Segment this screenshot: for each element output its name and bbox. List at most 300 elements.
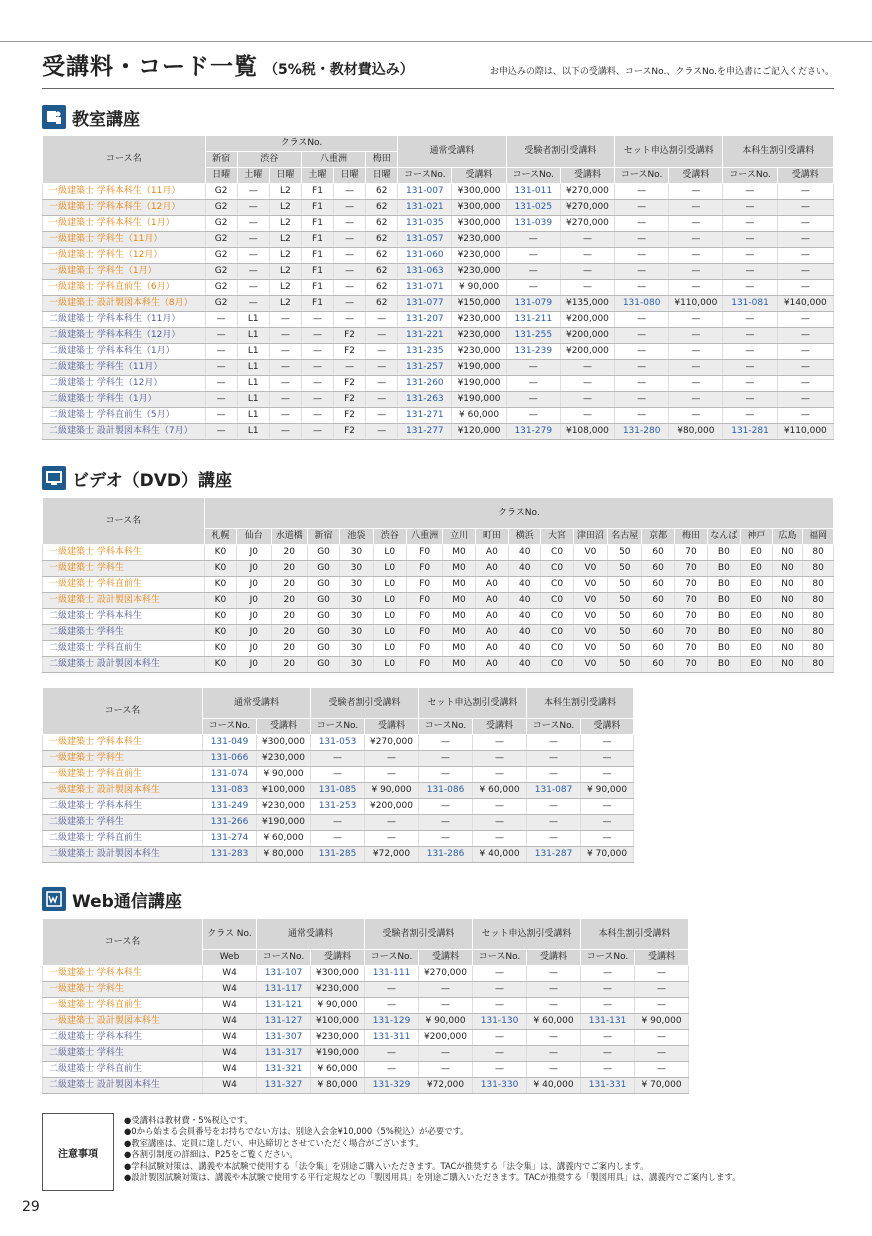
class-no-cell: — — [237, 280, 269, 296]
class-no-cell: B0 — [708, 593, 740, 609]
class-no-cell: L2 — [269, 280, 301, 296]
day-header: 日曜 — [334, 168, 366, 184]
fee-cell: — — [560, 280, 614, 296]
course-no-cell: 131-060 — [398, 248, 452, 264]
course-no-cell: 131-085 — [311, 783, 365, 799]
fee-cell: ¥200,000 — [419, 1030, 473, 1046]
fee-cell: ¥270,000 — [365, 735, 419, 751]
fee-cell: ¥108,000 — [560, 424, 614, 440]
fee-cell: — — [560, 376, 614, 392]
class-no-cell: F0 — [406, 593, 442, 609]
fee-cell: — — [777, 360, 833, 376]
web-heading: Web通信講座 — [72, 891, 182, 912]
fee-cell: ¥190,000 — [452, 392, 506, 408]
table-row — [43, 625, 834, 641]
class-no-cell: 62 — [366, 280, 398, 296]
location-header: 渋谷 — [237, 152, 301, 168]
class-no-cell: 70 — [674, 545, 707, 561]
class-no-cell: — — [269, 424, 301, 440]
fee-cell: ¥ 40,000 — [473, 847, 527, 863]
set-discount-header: セット申込割引受講料 — [473, 919, 581, 950]
class-no-cell: B0 — [708, 641, 740, 657]
class-no-cell: — — [237, 296, 269, 312]
course-no-cell: 131-266 — [203, 815, 257, 831]
class-no-cell: 60 — [642, 641, 674, 657]
fee-cell: ¥120,000 — [452, 424, 506, 440]
video-section-header — [42, 465, 232, 491]
fee-header: 受講料 — [452, 168, 506, 184]
class-no-cell: L0 — [373, 641, 406, 657]
class-no-cell: 40 — [509, 609, 541, 625]
course-no-cell: — — [506, 280, 560, 296]
class-no-cell: N0 — [772, 625, 802, 641]
class-no-cell: 20 — [271, 577, 307, 593]
class-no-cell: G2 — [205, 200, 237, 216]
class-no-cell: — — [237, 216, 269, 232]
fee-header: 受講料 — [311, 950, 365, 966]
course-name-header: コース名 — [43, 136, 206, 184]
location-header: 津田沼 — [573, 529, 607, 545]
fee-cell: ¥230,000 — [452, 312, 506, 328]
class-no-cell: 70 — [674, 641, 707, 657]
note-item: ●0から始まる会員番号をお持ちでない方は、別途入会金¥10,000（5%税込）が必要です。 — [124, 1126, 469, 1137]
course-no-cell: 131-057 — [398, 232, 452, 248]
course-no-cell: — — [723, 264, 777, 280]
class-no-cell: 62 — [366, 216, 398, 232]
course-no-cell: 131-263 — [398, 392, 452, 408]
fee-cell: ¥150,000 — [452, 296, 506, 312]
location-header: 神戸 — [740, 529, 772, 545]
class-no-cell: V0 — [573, 625, 607, 641]
table-row — [43, 424, 834, 440]
course-no-header: コースNo. — [257, 950, 311, 966]
course-no-cell: — — [615, 392, 669, 408]
course-no-cell: — — [365, 1046, 419, 1062]
class-no-cell: — — [237, 248, 269, 264]
class-no-cell: V0 — [573, 641, 607, 657]
page-subtitle: （5%税・教材費込み） — [264, 62, 414, 78]
fee-cell: — — [635, 998, 689, 1014]
course-no-cell: — — [473, 1030, 527, 1046]
fee-cell: — — [669, 392, 723, 408]
course-no-cell: — — [527, 799, 581, 815]
class-no-cell: 30 — [340, 657, 373, 673]
class-no-cell: — — [205, 424, 237, 440]
course-no-cell: — — [527, 735, 581, 751]
location-header: 八重洲 — [406, 529, 442, 545]
course-no-cell: — — [615, 232, 669, 248]
class-no-cell: — — [366, 344, 398, 360]
class-no-cell: 80 — [803, 609, 834, 625]
class-no-cell: 40 — [509, 545, 541, 561]
location-header: 広島 — [772, 529, 802, 545]
course-no-cell: — — [581, 1030, 635, 1046]
course-no-cell: — — [615, 264, 669, 280]
course-name-cell: 二級建築士 学科生 — [43, 1046, 203, 1062]
class-no-cell: F2 — [334, 344, 366, 360]
course-name-cell: 二級建築士 学科本科生 — [43, 799, 203, 815]
class-no-cell: 50 — [608, 609, 642, 625]
class-no-cell: W4 — [203, 1014, 257, 1030]
class-no-cell: — — [237, 232, 269, 248]
class-no-cell: E0 — [740, 561, 772, 577]
fee-cell: — — [365, 767, 419, 783]
fee-cell: ¥230,000 — [311, 1030, 365, 1046]
course-no-cell: — — [527, 751, 581, 767]
course-name-cell: 二級建築士 学科生（11月） — [43, 360, 206, 376]
class-no-cell: L0 — [373, 593, 406, 609]
fee-header: 受講料 — [581, 719, 634, 735]
class-no-cell: J0 — [237, 577, 271, 593]
course-name-cell: 一級建築士 学科本科生（1月） — [43, 216, 206, 232]
class-no-cell: 20 — [271, 641, 307, 657]
set-discount-header: セット申込割引受講料 — [615, 136, 723, 168]
class-no-cell: N0 — [772, 609, 802, 625]
class-no-cell: 80 — [803, 657, 834, 673]
table-row — [43, 1046, 689, 1062]
course-no-cell: 131-121 — [257, 998, 311, 1014]
class-no-cell: L2 — [269, 216, 301, 232]
course-name-cell: 一級建築士 設計製図本科生 — [43, 593, 205, 609]
course-no-cell: 131-287 — [527, 847, 581, 863]
course-no-cell: 131-107 — [257, 966, 311, 982]
class-no-cell: L0 — [373, 545, 406, 561]
class-no-cell: F1 — [301, 296, 333, 312]
table-row — [43, 232, 834, 248]
class-no-cell: F0 — [406, 577, 442, 593]
fee-cell: — — [777, 312, 833, 328]
fee-cell: — — [560, 264, 614, 280]
class-no-cell: 20 — [271, 593, 307, 609]
class-no-cell: W4 — [203, 966, 257, 982]
course-name-cell: 二級建築士 学科生（1月） — [43, 392, 206, 408]
title-divider — [42, 88, 834, 89]
fee-cell: ¥300,000 — [311, 966, 365, 982]
location-header: 京都 — [642, 529, 674, 545]
class-no-cell: K0 — [204, 609, 236, 625]
class-no-cell: E0 — [740, 641, 772, 657]
fee-cell: — — [669, 376, 723, 392]
instruction-note: お申込みの際は、以下の受講料、コースNo.、クラスNo.を申込書にご記入ください。 — [489, 67, 834, 77]
note-item: ●教室講座は、定員に達しだい、申込締切とさせていただく場合がございます。 — [124, 1137, 424, 1148]
course-no-header: コースNo. — [527, 719, 581, 735]
fee-header: 受講料 — [635, 950, 689, 966]
fee-header: 受講料 — [257, 719, 311, 735]
class-no-cell: 20 — [271, 545, 307, 561]
course-name-cell: 二級建築士 学科本科生（11月） — [43, 312, 206, 328]
course-no-cell: 131-329 — [365, 1078, 419, 1094]
class-no-header: クラスNo. — [205, 136, 398, 152]
table-row — [43, 248, 834, 264]
fee-cell: ¥230,000 — [452, 232, 506, 248]
class-no-cell: C0 — [541, 561, 573, 577]
class-no-cell: F0 — [406, 609, 442, 625]
course-no-cell: — — [506, 248, 560, 264]
course-no-cell: — — [581, 982, 635, 998]
course-no-cell: 131-235 — [398, 344, 452, 360]
table-row — [43, 1030, 689, 1046]
class-no-cell: 40 — [509, 561, 541, 577]
class-no-cell: — — [301, 376, 333, 392]
location-header: 横浜 — [509, 529, 541, 545]
class-no-cell: V0 — [573, 545, 607, 561]
class-no-cell: F1 — [301, 248, 333, 264]
class-no-cell: N0 — [772, 657, 802, 673]
class-no-cell: G2 — [205, 264, 237, 280]
course-name-header: コース名 — [43, 919, 203, 966]
class-no-cell: 60 — [642, 609, 674, 625]
fee-cell: ¥230,000 — [452, 248, 506, 264]
fee-cell: ¥ 90,000 — [452, 280, 506, 296]
class-no-cell: M0 — [443, 609, 475, 625]
fee-cell: ¥230,000 — [452, 328, 506, 344]
regular-fee-header: 通常受講料 — [257, 919, 365, 950]
course-no-cell: 131-087 — [527, 783, 581, 799]
fee-cell: ¥190,000 — [257, 815, 311, 831]
class-no-cell: L0 — [373, 625, 406, 641]
fee-cell: — — [581, 831, 634, 847]
class-no-cell: 62 — [366, 248, 398, 264]
exam-discount-header: 受験者割引受講料 — [365, 919, 473, 950]
class-no-cell: L0 — [373, 657, 406, 673]
notes-list — [124, 1115, 740, 1183]
class-no-cell: C0 — [541, 593, 573, 609]
class-no-cell: — — [334, 200, 366, 216]
course-no-cell: — — [506, 264, 560, 280]
class-no-cell: F0 — [406, 545, 442, 561]
class-no-cell: 60 — [642, 593, 674, 609]
course-no-cell: — — [723, 408, 777, 424]
course-no-cell: — — [527, 767, 581, 783]
classroom-section-header — [42, 104, 140, 130]
class-no-cell: 62 — [366, 184, 398, 200]
class-no-cell: F0 — [406, 657, 442, 673]
class-no-cell: J0 — [237, 625, 271, 641]
course-no-cell: 131-327 — [257, 1078, 311, 1094]
class-no-cell: B0 — [708, 625, 740, 641]
class-no-cell: V0 — [573, 561, 607, 577]
table-row — [43, 264, 834, 280]
class-no-cell: V0 — [573, 577, 607, 593]
fee-cell: ¥ 90,000 — [311, 998, 365, 1014]
class-no-cell: — — [366, 328, 398, 344]
class-no-cell: — — [269, 360, 301, 376]
class-no-cell: — — [334, 232, 366, 248]
course-no-cell: — — [365, 998, 419, 1014]
table-row — [43, 767, 634, 783]
class-no-cell: — — [237, 200, 269, 216]
table-row — [43, 392, 834, 408]
fee-cell: — — [635, 1062, 689, 1078]
class-no-cell: — — [366, 424, 398, 440]
fee-cell: ¥72,000 — [365, 847, 419, 863]
class-no-cell: M0 — [443, 561, 475, 577]
class-no-cell: G2 — [205, 184, 237, 200]
fee-cell: — — [669, 360, 723, 376]
fee-cell: ¥ 60,000 — [257, 831, 311, 847]
video-heading: ビデオ（DVD）講座 — [72, 470, 233, 491]
course-name-cell: 一級建築士 学科直前生 — [43, 767, 203, 783]
fee-cell: — — [669, 312, 723, 328]
class-no-cell: G0 — [307, 657, 339, 673]
course-name-cell: 二級建築士 学科本科生 — [43, 609, 205, 625]
course-no-cell: 131-279 — [506, 424, 560, 440]
fee-cell: — — [473, 751, 527, 767]
fee-cell: — — [669, 328, 723, 344]
class-no-header: クラスNo. — [204, 498, 833, 529]
location-header: 名古屋 — [608, 529, 642, 545]
class-no-cell: 80 — [803, 577, 834, 593]
course-name-cell: 二級建築士 学科生 — [43, 625, 205, 641]
fee-cell: — — [473, 815, 527, 831]
course-no-cell: — — [615, 344, 669, 360]
fee-cell: — — [473, 735, 527, 751]
fee-cell: ¥ 60,000 — [473, 783, 527, 799]
course-no-cell: 131-281 — [723, 424, 777, 440]
class-no-cell: F1 — [301, 184, 333, 200]
course-no-cell: — — [723, 200, 777, 216]
fee-cell: ¥ 90,000 — [419, 1014, 473, 1030]
location-header: 梅田 — [366, 152, 398, 168]
class-no-cell: N0 — [772, 577, 802, 593]
course-no-cell: 131-083 — [203, 783, 257, 799]
table-row — [43, 982, 689, 998]
class-no-cell: — — [205, 408, 237, 424]
course-no-cell: — — [581, 1062, 635, 1078]
class-no-cell: A0 — [475, 561, 508, 577]
class-no-cell: — — [269, 312, 301, 328]
table-row — [43, 641, 834, 657]
course-no-cell: — — [419, 767, 473, 783]
location-header: 立川 — [443, 529, 475, 545]
course-no-cell: 131-131 — [581, 1014, 635, 1030]
fee-cell: ¥230,000 — [452, 344, 506, 360]
fee-cell: — — [777, 280, 833, 296]
class-no-cell: F1 — [301, 232, 333, 248]
class-no-cell: G2 — [205, 248, 237, 264]
course-no-cell: 131-255 — [506, 328, 560, 344]
course-no-cell: 131-077 — [398, 296, 452, 312]
fee-cell: ¥72,000 — [419, 1078, 473, 1094]
course-no-cell: 131-277 — [398, 424, 452, 440]
fee-cell: — — [560, 248, 614, 264]
class-no-cell: — — [334, 264, 366, 280]
day-header: 日曜 — [269, 168, 301, 184]
fee-cell: ¥230,000 — [452, 264, 506, 280]
course-no-cell: 131-127 — [257, 1014, 311, 1030]
classroom-fee-table — [42, 135, 834, 440]
class-no-cell: — — [269, 328, 301, 344]
course-name-cell: 一級建築士 学科生（11月） — [43, 232, 206, 248]
honka-discount-header: 本科生割引受講料 — [723, 136, 834, 168]
table-row — [43, 831, 634, 847]
class-no-cell: J0 — [237, 545, 271, 561]
class-no-cell: 40 — [509, 593, 541, 609]
class-no-cell: L1 — [237, 344, 269, 360]
course-no-cell: 131-249 — [203, 799, 257, 815]
note-item: ●学科試験対策は、講義や本試験で使用する「法令集」を別途ご購入いただきます。TACが推奨する「法令集」は、講義内でご案内します。 — [124, 1160, 649, 1171]
class-no-cell: E0 — [740, 593, 772, 609]
fee-cell: — — [777, 232, 833, 248]
class-no-cell: 80 — [803, 545, 834, 561]
course-no-cell: 131-071 — [398, 280, 452, 296]
web-icon — [42, 887, 66, 911]
class-no-cell: N0 — [772, 545, 802, 561]
class-no-cell: M0 — [443, 625, 475, 641]
class-no-cell: V0 — [573, 657, 607, 673]
fee-cell: ¥ 60,000 — [311, 1062, 365, 1078]
class-no-cell: 30 — [340, 641, 373, 657]
fee-cell: — — [669, 248, 723, 264]
fee-cell: — — [777, 264, 833, 280]
class-no-cell: L1 — [237, 360, 269, 376]
course-no-cell: — — [581, 998, 635, 1014]
table-row — [43, 200, 834, 216]
class-no-cell: K0 — [204, 657, 236, 673]
class-no-cell: F0 — [406, 561, 442, 577]
class-no-cell: 70 — [674, 577, 707, 593]
course-name-cell: 一級建築士 学科生（1月） — [43, 264, 206, 280]
class-no-cell: 80 — [803, 625, 834, 641]
class-no-cell: — — [205, 392, 237, 408]
fee-cell: ¥ 90,000 — [635, 1014, 689, 1030]
fee-cell: — — [777, 200, 833, 216]
class-no-cell: G2 — [205, 280, 237, 296]
class-no-cell: L2 — [269, 248, 301, 264]
class-no-cell: 62 — [366, 264, 398, 280]
course-no-cell: — — [723, 280, 777, 296]
fee-cell: — — [581, 767, 634, 783]
web-section-header — [42, 886, 182, 912]
course-no-cell: 131-053 — [311, 735, 365, 751]
class-no-cell: K0 — [204, 625, 236, 641]
course-name-cell: 二級建築士 学科直前生（5月） — [43, 408, 206, 424]
course-name-cell: 二級建築士 設計製図本科生 — [43, 1078, 203, 1094]
course-no-header: コースNo. — [723, 168, 777, 184]
day-header: 日曜 — [366, 168, 398, 184]
class-no-cell: F0 — [406, 641, 442, 657]
fee-cell: ¥ 70,000 — [581, 847, 634, 863]
course-no-cell: 131-111 — [365, 966, 419, 982]
course-no-cell: 131-257 — [398, 360, 452, 376]
class-no-cell: K0 — [204, 545, 236, 561]
fee-cell: ¥270,000 — [560, 216, 614, 232]
class-no-cell: — — [334, 216, 366, 232]
video-class-table — [42, 497, 834, 673]
web-fee-table — [42, 918, 689, 1094]
class-no-cell: L1 — [237, 312, 269, 328]
class-no-cell: A0 — [475, 577, 508, 593]
class-no-cell: W4 — [203, 1030, 257, 1046]
fee-cell: ¥100,000 — [311, 1014, 365, 1030]
fee-cell: ¥ 90,000 — [581, 783, 634, 799]
class-no-cell: 20 — [271, 625, 307, 641]
course-no-cell: 131-207 — [398, 312, 452, 328]
course-name-cell: 一級建築士 学科本科生 — [43, 545, 205, 561]
class-no-cell: 60 — [642, 577, 674, 593]
class-no-cell: B0 — [708, 657, 740, 673]
fee-cell: ¥ 60,000 — [527, 1014, 581, 1030]
course-name-cell: 二級建築士 学科直前生 — [43, 1062, 203, 1078]
class-no-cell: K0 — [204, 561, 236, 577]
video-fee-table — [42, 687, 634, 863]
location-header: 仙台 — [237, 529, 271, 545]
course-no-cell: 131-086 — [419, 783, 473, 799]
class-no-cell: L0 — [373, 577, 406, 593]
fee-cell: ¥ 40,000 — [527, 1078, 581, 1094]
class-no-cell: G2 — [205, 216, 237, 232]
fee-header: 受講料 — [365, 719, 419, 735]
